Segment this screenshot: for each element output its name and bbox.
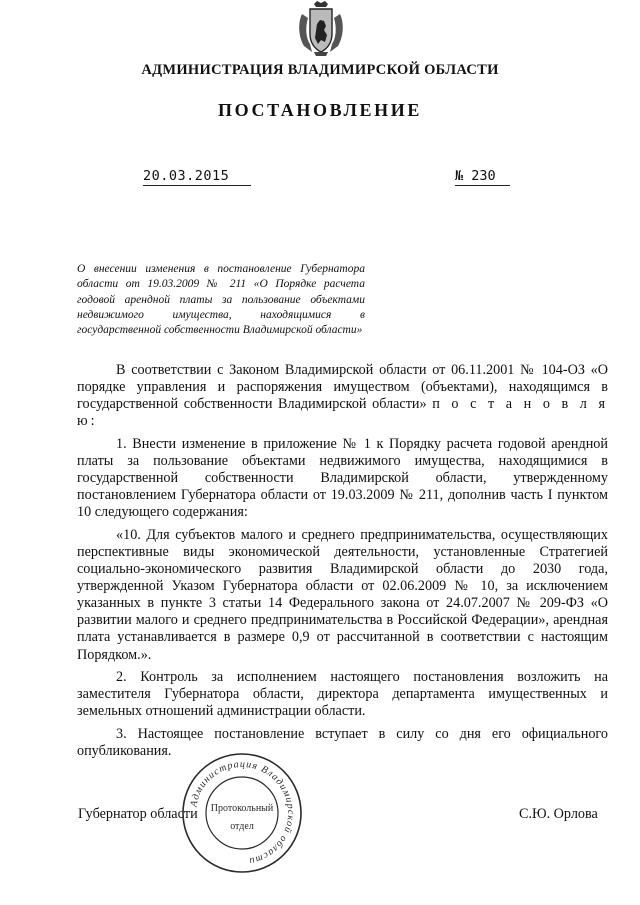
- item-2-paragraph: 2. Контроль за исполнением настоящего постановления возложить на заместителя Губернатора области, директора департамента имущественных и земельных отношений администрации области.: [77, 669, 608, 720]
- item-3-paragraph: 3. Настоящее постановление вступает в силу со дня его официального опубликования.: [77, 725, 608, 759]
- preamble-text: В соответствии с Законом Владимирской области от 06.11.2001 № 104-ОЗ «О порядке управления и распоряжения имуществом (объектами), находящимся в государственной собственности Владимирской области»: [77, 362, 608, 413]
- document-date: 20.03.2015: [143, 168, 251, 186]
- preamble-decision: п о с т а н о в л я ю:: [77, 396, 609, 430]
- item-1-quote-paragraph: «10. Для субъектов малого и среднего предпринимательства, осуществляющих перспективные виды экономической деятельности, установленные Стратегией социально-экономического развития Владимирской области до 2030 года, утвержденной Указом Губернатора области от 02.06.2009 № 10, за исключением указанных в пункте 3 статьи 14 Федерального закона от 24.07.2007 № 209-ФЗ «О развитии малого и среднего предпринимательства в Российской Федерации», арендная плата устанавливается в размере 0,9 от рассчитанной в соответствии с настоящим Порядком.».: [77, 526, 608, 663]
- item-1-paragraph: 1. Внести изменение в приложение № 1 к Порядку расчета годовой арендной платы за пользование объектами недвижимого имущества, находящимися в государственной собственности Владимирской области, утвержденному постановлением Губернатора области от 19.03.2009 № 211, дополнив часть I пунктом 10 следующего содержания:: [77, 435, 608, 521]
- coat-of-arms-emblem: [296, 0, 346, 58]
- document-body: [77, 362, 608, 766]
- stamp-center-line-2: отдел: [230, 821, 254, 832]
- stamp-center-line-1: Протокольный: [210, 803, 274, 814]
- document-number: № 230: [455, 168, 510, 186]
- organization-title: АДМИНИСТРАЦИЯ ВЛАДИМИРСКОЙ ОБЛАСТИ: [141, 62, 499, 78]
- document-heading: О внесении изменения в постановление Губернатора области от 19.03.2009 № 211 «О Порядке расчета годовой арендной платы за пользование объектами недвижимого имущества, находящимися в государственной собственности Владимирской области»: [77, 263, 365, 337]
- document-type-title: ПОСТАНОВЛЕНИЕ: [218, 100, 422, 120]
- signer-position: Губернатор области: [78, 806, 198, 822]
- signer-name: С.Ю. Орлова: [519, 806, 598, 822]
- preamble-paragraph: [77, 362, 608, 430]
- official-stamp: [180, 751, 304, 875]
- stamp-ring-text: Администрация Владимирской области: [188, 758, 297, 867]
